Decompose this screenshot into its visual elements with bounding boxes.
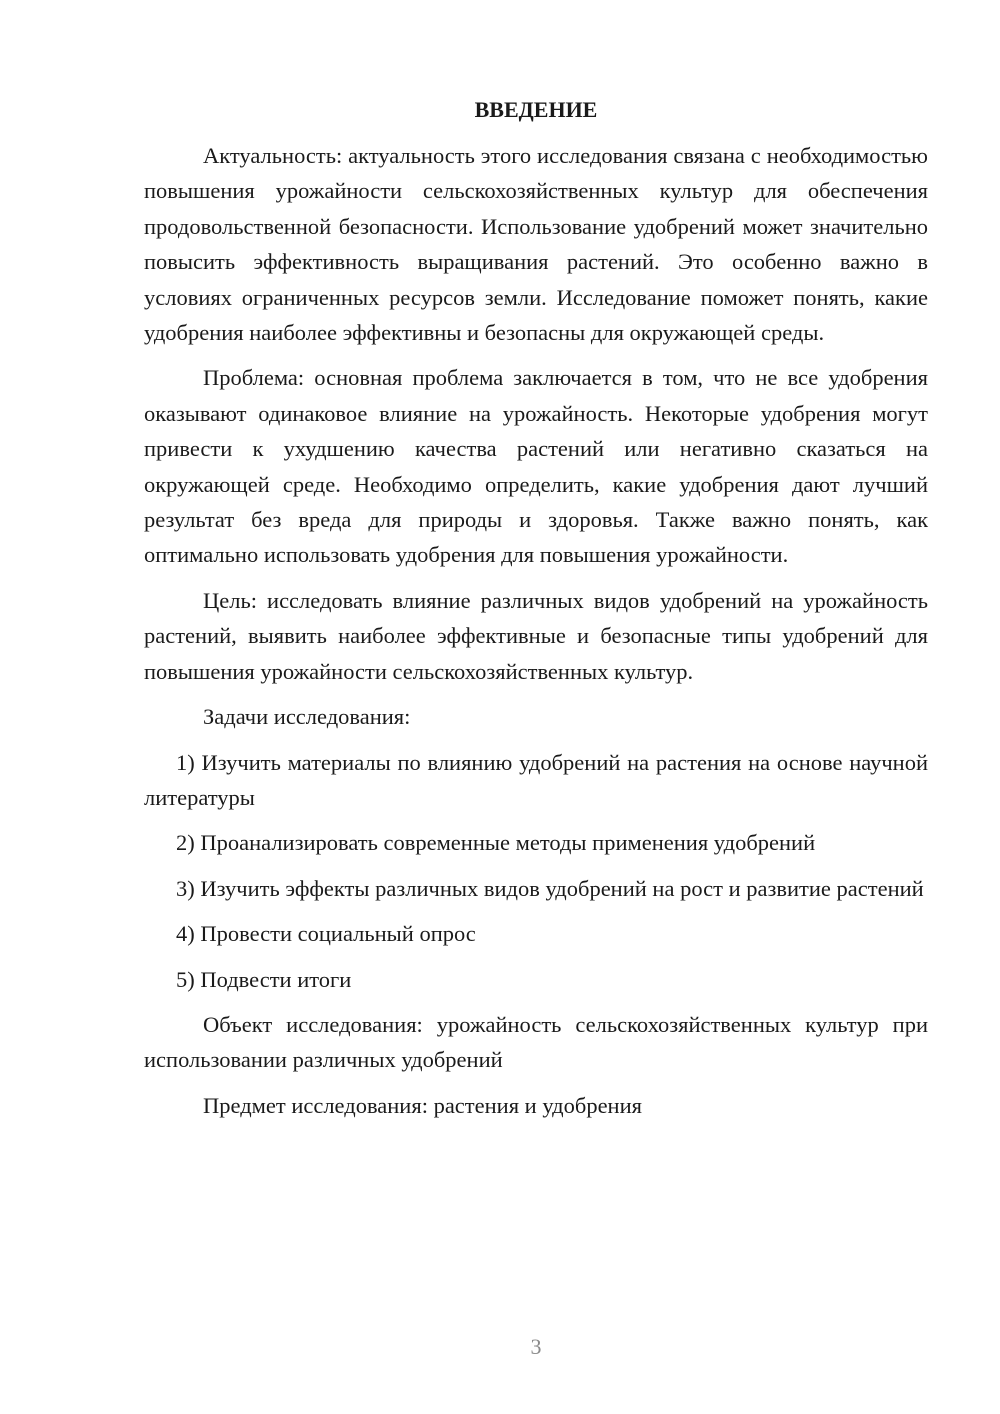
- problem-paragraph: Проблема: основная проблема заключается в том, что не все удобрения оказывают одинаковое влияние на урожайность. Некоторые удобрения могут привести к ухудшению качества растений или негативно сказаться на окружающей среде. Необходимо определить, какие удобрения дают лучший результат без вреда для природы и здоровья. Также важно понять, как оптимально использовать удобрения для повышения урожайности.: [144, 365, 928, 568]
- relevance-paragraph: Актуальность: актуальность этого исследования связана с необходимостью повышения урожайности сельскохозяйственных культур для обеспечения продовольственной безопасности. Использование удобрений может значительно повысить эффективность выращивания растений. Это особенно важно в условиях ограниченных ресурсов земли. Исследование поможет понять, какие удобрения наиболее эффективны и безопасны для окружающей среды.: [144, 143, 928, 346]
- section-heading: ВВЕДЕНИЕ: [474, 97, 598, 122]
- subject-paragraph: Предмет исследования: растения и удобрения: [203, 1092, 642, 1118]
- goal-paragraph: Цель: исследовать влияние различных видов удобрений на урожайность растений, выявить наиболее эффективные и безопасные типы удобрений для повышения урожайности сельскохозяйственных культур.: [144, 587, 928, 684]
- task-item: 5) Подвести итоги: [176, 966, 352, 992]
- tasks-title: Задачи исследования:: [203, 704, 411, 730]
- object-paragraph: Объект исследования: урожайность сельскохозяйственных культур при использовании различных удобрений: [144, 1011, 928, 1073]
- page-number: 3: [530, 1334, 542, 1359]
- page-body: [144, 94, 928, 1133]
- task-item: 4) Провести социальный опрос: [176, 921, 476, 947]
- task-item: 2) Проанализировать современные методы применения удобрений: [176, 830, 816, 856]
- task-item: 3) Изучить эффекты различных видов удобрений на рост и развитие растений: [176, 875, 924, 901]
- task-item: 1) Изучить материалы по влиянию удобрений на растения на основе научной литературы: [144, 749, 928, 810]
